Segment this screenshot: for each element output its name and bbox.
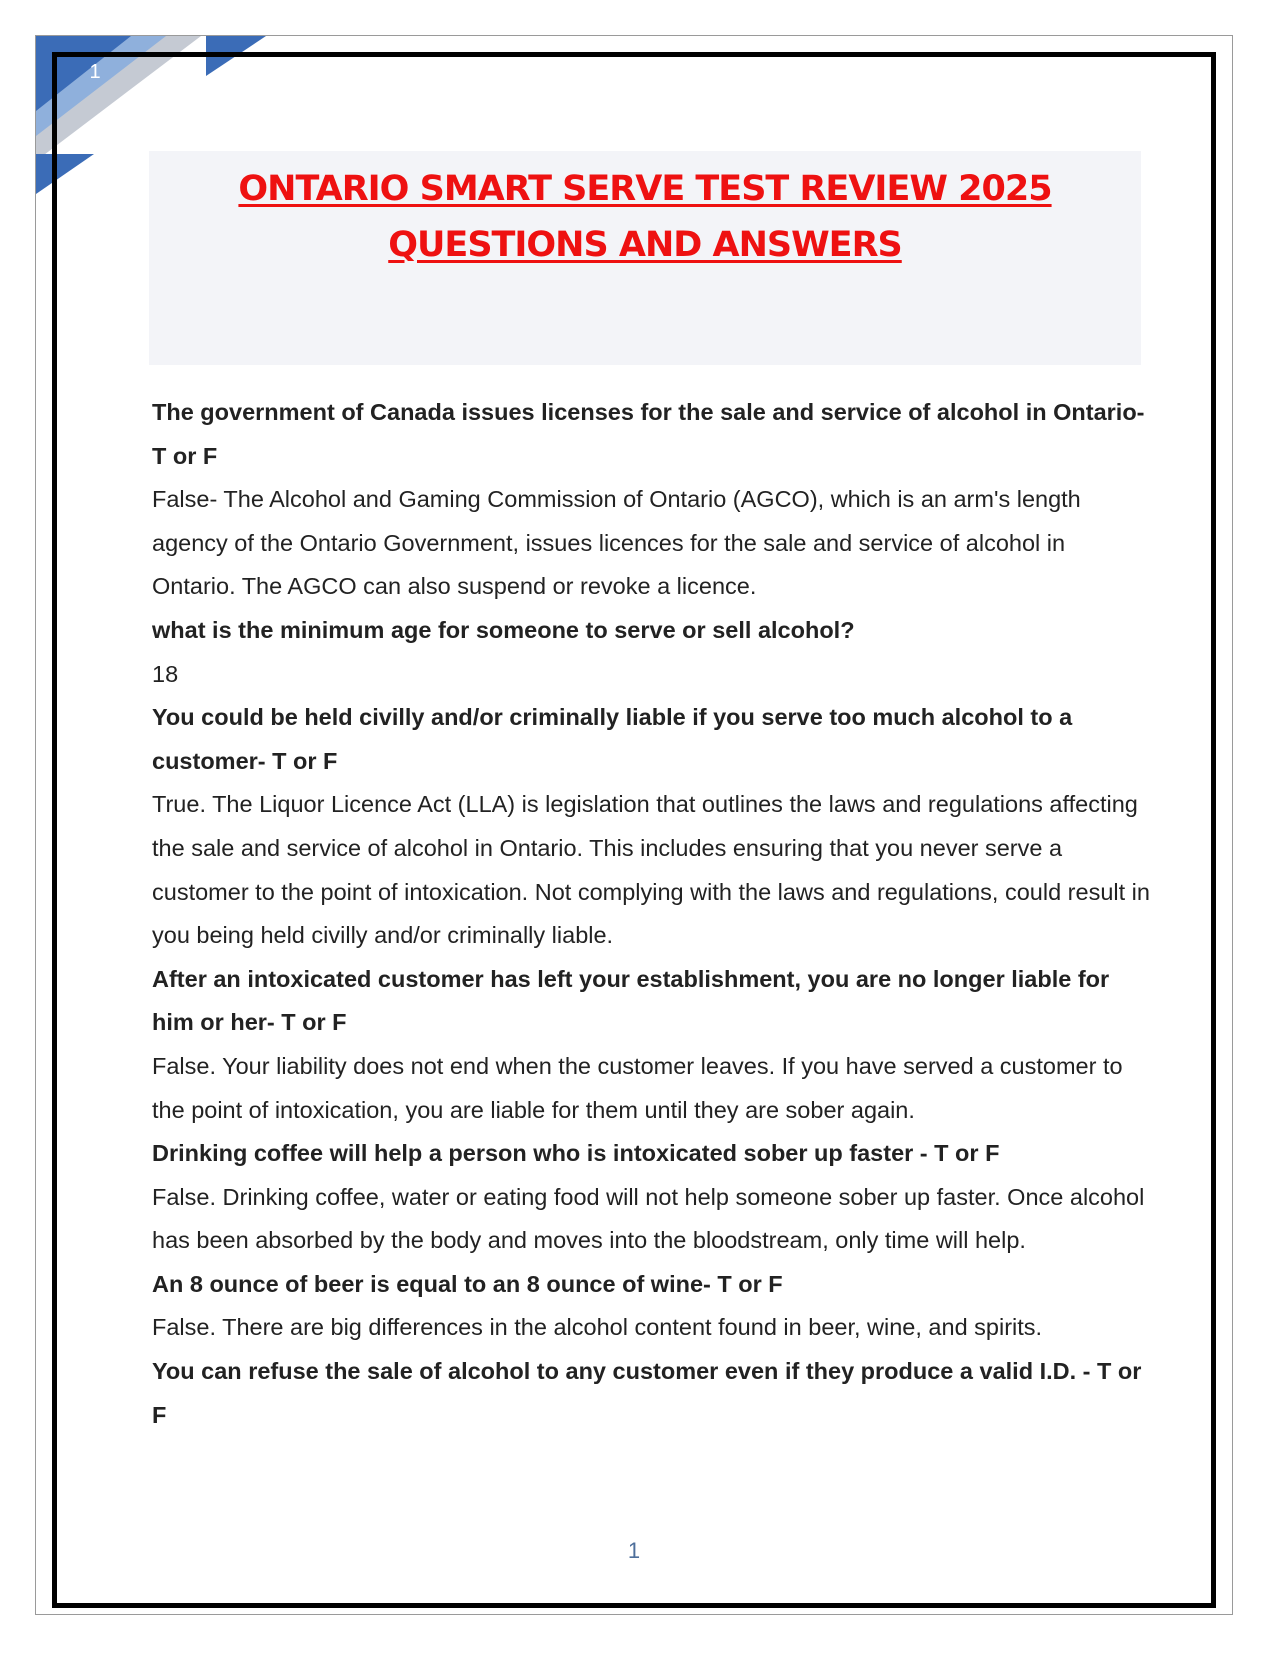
page-number-badge: 1 (89, 61, 101, 83)
answer-1: False- The Alcohol and Gaming Commission of Ontario (AGCO), which is an arm's length agency of the Ontario Government, issues licences for the sale and service of alcohol in Ontario. The AGCO can also suspend or revoke a licence. (152, 486, 1081, 600)
answer-3: True. The Liquor Licence Act (LLA) is legislation that outlines the laws and regulations affecting the sale and service of alcohol in Ontario. This includes ensuring that you never serve a customer to the point of intoxication. Not complying with the laws and regulations, could result in you being held civilly and/or criminally liable. (152, 791, 1150, 949)
question-6: An 8 ounce of beer is equal to an 8 ounce of wine- T or F (152, 1270, 783, 1297)
document-title (149, 151, 1141, 273)
answer-5: False. Drinking coffee, water or eating food will not help someone sober up faster. Once alcohol has been absorbed by the body and moves into the bloodstream, only time will help. (152, 1183, 1145, 1254)
question-4: After an intoxicated customer has left your establishment, you are no longer liable for him or her- T or F (152, 965, 1110, 1036)
question-1: The government of Canada issues licenses for the sale and service of alcohol in Ontario- T or F (152, 399, 1145, 469)
title-line-1: ONTARIO SMART SERVE TEST REVIEW 2025 (238, 169, 1052, 209)
qa-list (152, 391, 1152, 1437)
title-line-2: QUESTIONS AND ANSWERS (388, 225, 902, 265)
question-2: what is the minimum age for someone to serve or sell alcohol? (152, 616, 855, 643)
question-3: You could be held civilly and/or criminally liable if you serve too much alcohol to a customer- T or F (152, 704, 1073, 774)
footer-page-number: 1 (627, 1538, 641, 1563)
answer-2: 18 (152, 660, 179, 687)
question-7: You can refuse the sale of alcohol to any customer even if they produce a valid I.D. - T or F (152, 1358, 1142, 1428)
title-box (149, 151, 1141, 365)
answer-4: False. Your liability does not end when the customer leaves. If you have served a customer to the point of intoxication, you are liable for them until they are sober again. (152, 1052, 1123, 1123)
document-page (35, 35, 1233, 1615)
question-5: Drinking coffee will help a person who is intoxicated sober up faster - T or F (152, 1140, 1000, 1167)
answer-6: False. There are big differences in the alcohol content found in beer, wine, and spirits. (152, 1314, 1043, 1341)
